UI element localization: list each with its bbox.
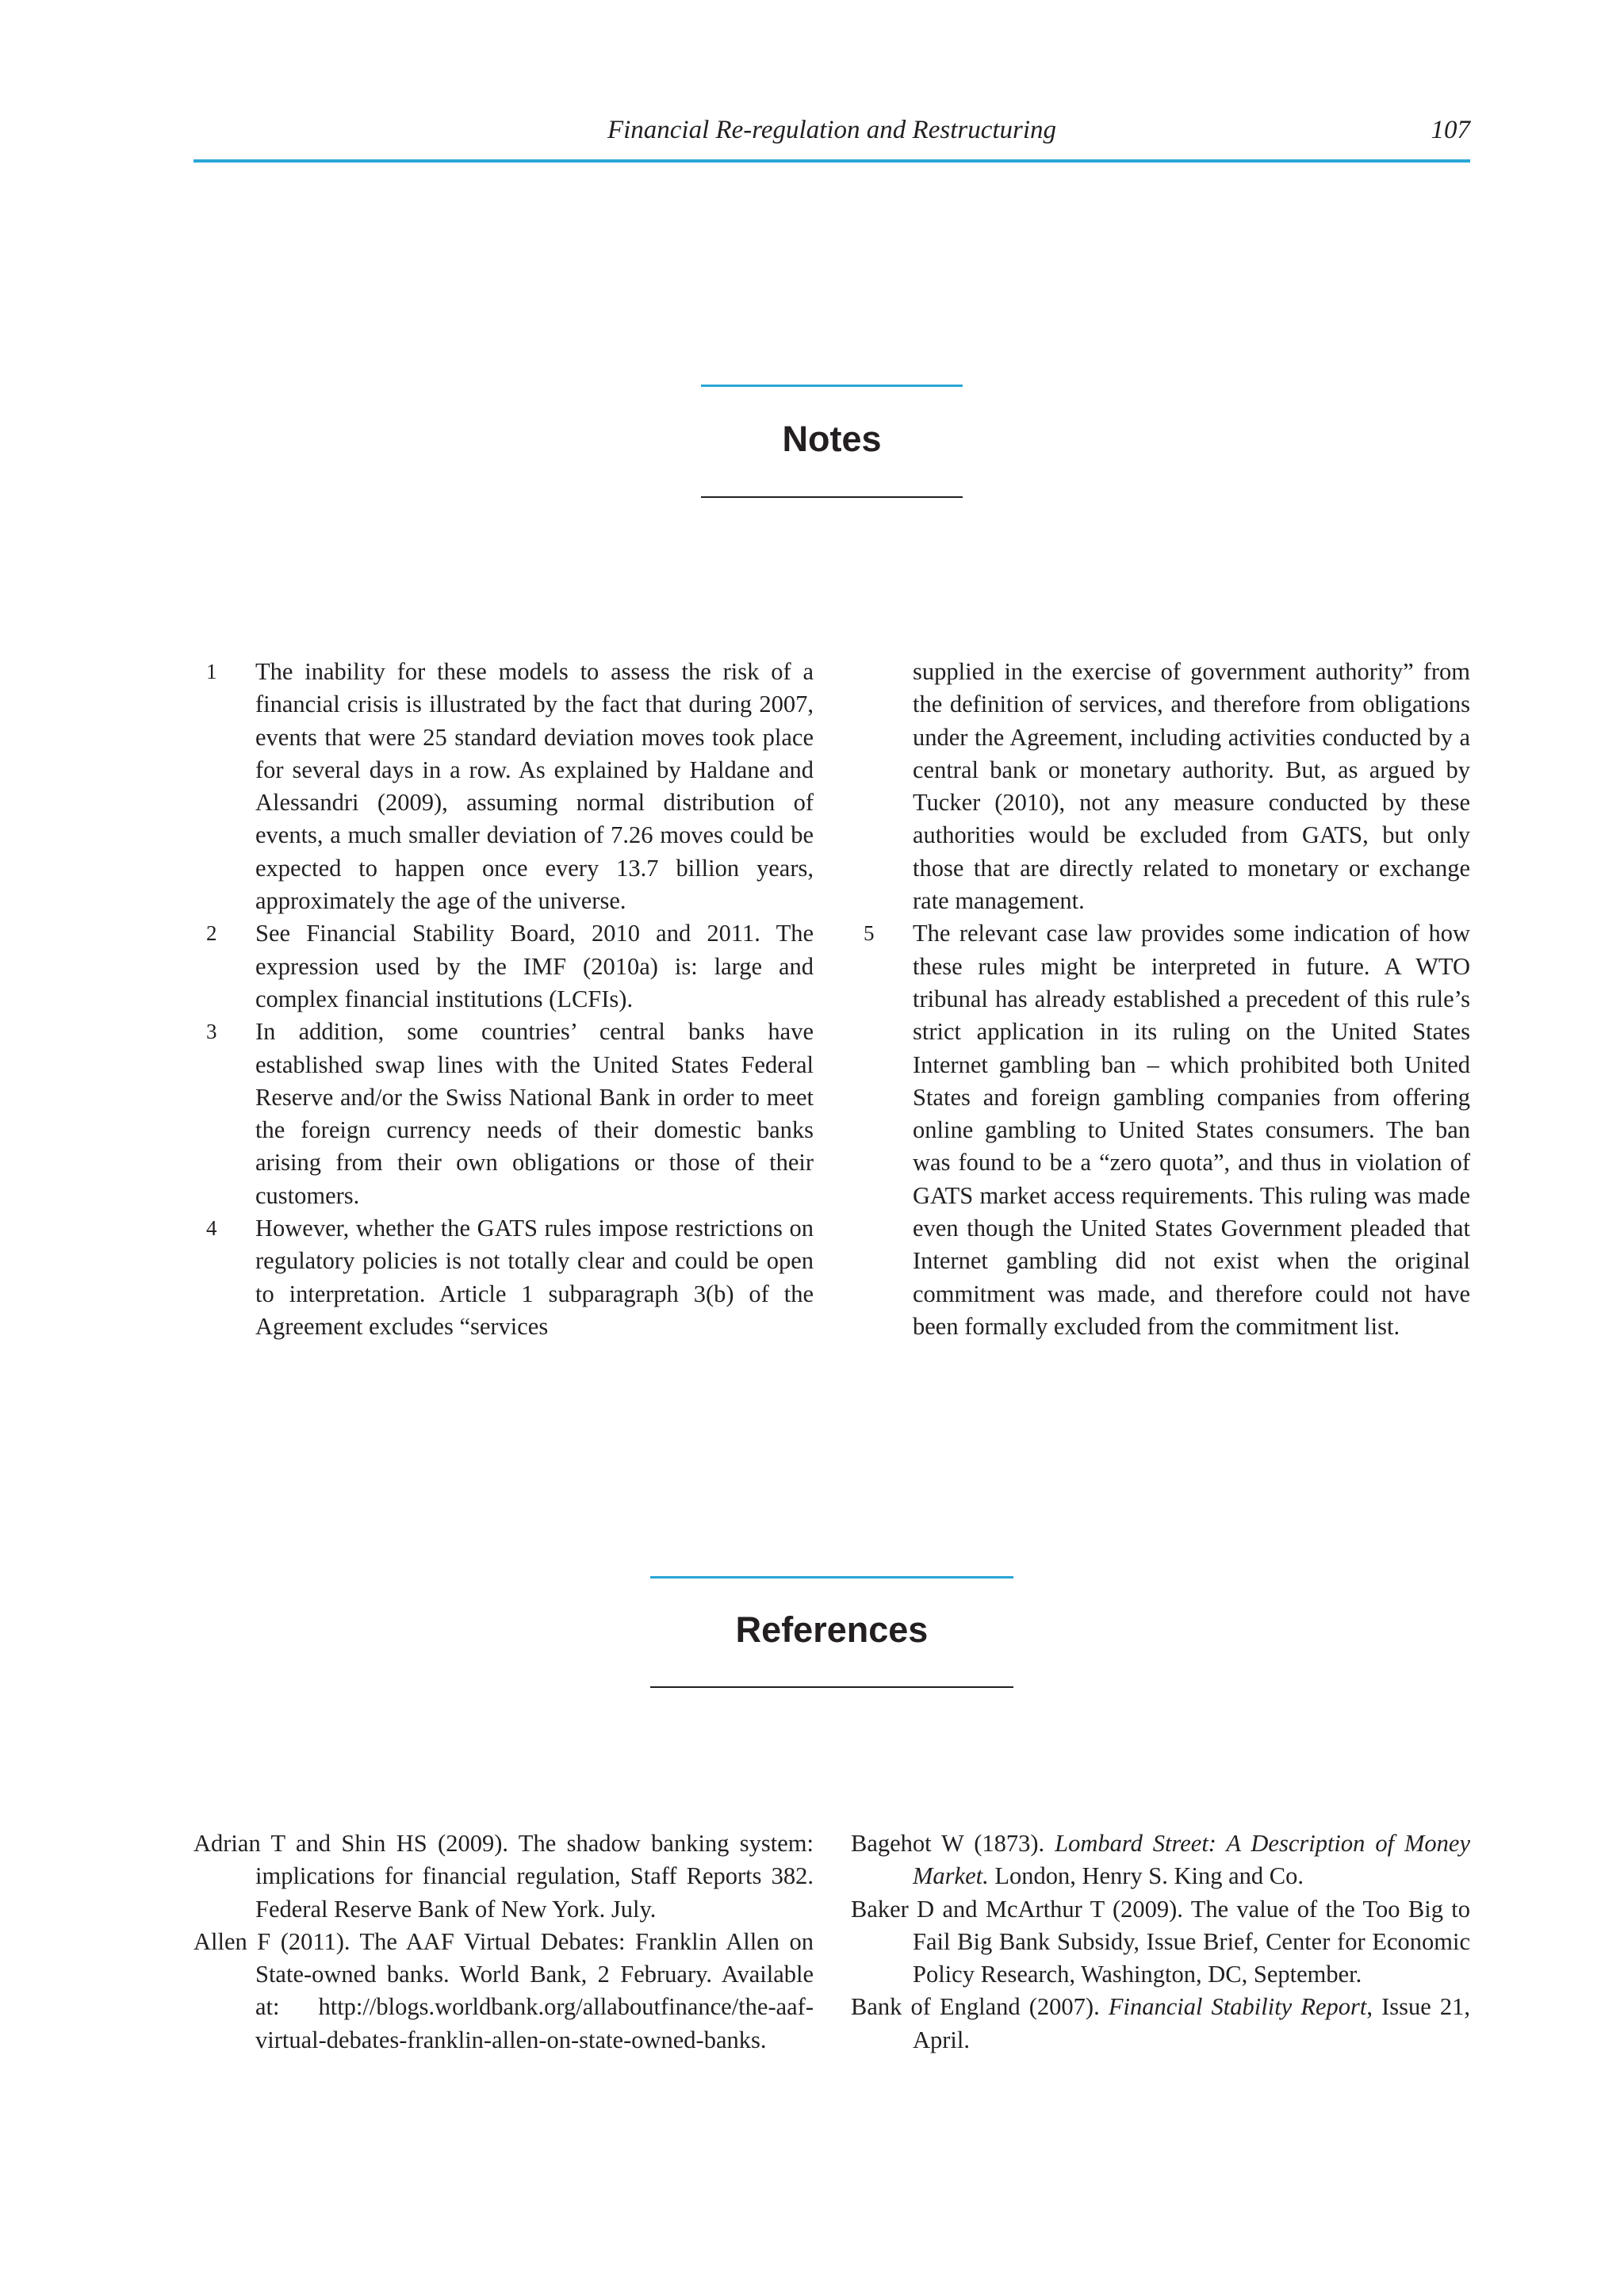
- notes-left-column: [193, 656, 814, 1343]
- notes-heading: Notes: [782, 419, 882, 459]
- running-title: Financial Re-regulation and Restructuring: [607, 116, 1057, 144]
- references-right-column: [851, 1827, 1470, 2057]
- note-item-continued: [851, 656, 1470, 917]
- reference-text: Bagehot W (1873).: [851, 1830, 1055, 1857]
- reference-entry: [851, 1991, 1470, 2057]
- note-text: See Financial Stability Board, 2010 and 2011. The expression used by the IMF (2010a) is: large and complex financial institutions (LCFIs).: [255, 920, 814, 1012]
- notes-bottom-rule: [701, 496, 963, 498]
- reference-title: Lombard Street: A Description of Money Market.: [913, 1830, 1471, 1890]
- header-rule: [193, 159, 1470, 163]
- references-heading: References: [735, 1609, 929, 1650]
- note-text: However, whether the GATS rules impose restrictions on regulatory policies is not totally clear and could be open to interpretation. Article 1 subparagraph 3(b) of the Agreement excludes “services: [255, 1215, 814, 1340]
- reference-text-tail: , Issue 21, April.: [913, 1993, 1471, 2053]
- note-text: The relevant case law provides some indication of how these rules might be interpreted in future. A WTO tribunal has already established a precedent of this rule’s strict application in its ruling on the United States Internet gambling ban – which prohibited both United States and foreign gambling companies from offering online gambling to United States consumers. The ban was found to be a “zero quota”, and thus in violation of GATS market access requirements. This ruling was made even though the United States Government pleaded that Internet gambling did not exist when the original commitment was made, and therefore could not have been formally excluded from the commitment list.: [913, 920, 1470, 1340]
- reference-title: Financial Stability Report: [1108, 1993, 1367, 2021]
- reference-entry: [193, 1827, 814, 1926]
- reference-text: Adrian T and Shin HS (2009). The shadow banking system: implications for financial regulation, Staff Reports 382. Federal Reserve Bank of New York. July.: [193, 1830, 814, 1923]
- reference-entry: [851, 1827, 1470, 1893]
- reference-entry: [851, 1893, 1470, 1992]
- reference-text: Baker D and McArthur T (2009). The value of the Too Big to Fail Big Bank Subsidy, Issue Brief, Center for Economic Policy Research, Washington, DC, September.: [851, 1895, 1470, 1988]
- note-item: [851, 917, 1470, 1343]
- note-number: 3: [206, 1020, 217, 1044]
- reference-text: Bank of England (2007).: [851, 1993, 1109, 2021]
- notes-right-column: [851, 656, 1470, 1343]
- note-text: supplied in the exercise of government authority” from the definition of services, and therefore from obligations under the Agreement, including activities conducted by a central bank or monetary authority. But, as argued by Tucker (2010), not any measure conducted by these authorities would be excluded from GATS, but only those that are directly related to monetary or exchange rate management.: [913, 658, 1470, 915]
- reference-text-tail: London, Henry S. King and Co.: [988, 1862, 1304, 1890]
- page-number: 107: [1431, 116, 1470, 144]
- note-number: 1: [206, 660, 217, 683]
- references-bottom-rule: [650, 1686, 1013, 1688]
- note-item: [193, 1016, 814, 1212]
- notes-top-rule: [701, 385, 963, 387]
- note-number: 4: [206, 1216, 217, 1241]
- references-left-column: [193, 1827, 814, 2057]
- note-number: 2: [206, 921, 217, 946]
- note-item: [193, 1212, 814, 1343]
- reference-entry: [193, 1926, 814, 2057]
- note-item: [193, 656, 814, 917]
- note-number: 5: [864, 921, 875, 946]
- running-head: [193, 111, 1470, 152]
- references-top-rule: [650, 1576, 1013, 1578]
- note-text: The inability for these models to assess the risk of a financial crisis is illustrated by the fact that during 2007, events that were 25 standard deviation moves took place for several days in a row. As explained by Haldane and Alessandri (2009), assuming normal distribution of events, a much smaller deviation of 7.26 moves could be expected to happen once every 13.7 billion years, approximately the age of the universe.: [255, 658, 814, 915]
- note-text: In addition, some countries’ central banks have established swap lines with the United States Federal Reserve and/or the Swiss National Bank in order to meet the foreign currency needs of their domestic banks arising from their own obligations or those of their customers.: [255, 1018, 814, 1209]
- note-item: [193, 917, 814, 1016]
- reference-text: Allen F (2011). The AAF Virtual Debates: Franklin Allen on State-owned banks. World Bank, 2 February. Available at: http://blogs.worldbank.org/allaboutfinance/the-aaf-virtual-debates-franklin-allen-on-state-owned-banks.: [193, 1927, 814, 2053]
